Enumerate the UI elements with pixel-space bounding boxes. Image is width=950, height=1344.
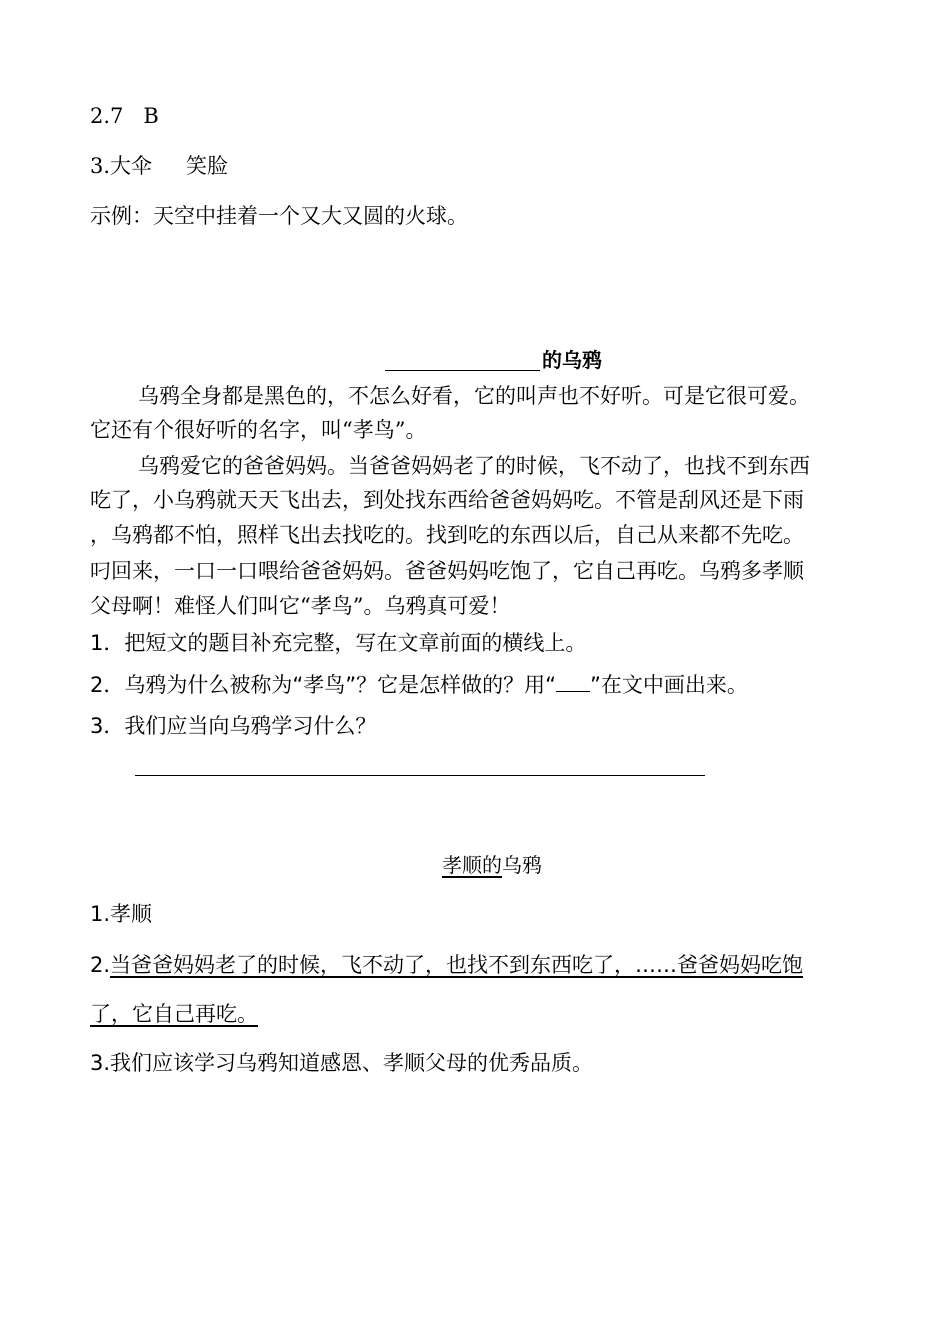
title-blank-line xyxy=(385,370,540,371)
answer-1: 1.孝顺 xyxy=(90,902,153,926)
answer-title-underlined: 孝顺的 xyxy=(442,853,502,877)
prev-answer-2-choice: B xyxy=(143,104,159,128)
prev-answer-3-word1: 3.大伞 xyxy=(90,154,153,178)
prev-answer-3-word2: 笑脸 xyxy=(186,154,229,178)
prev-answer-2 xyxy=(90,106,159,127)
passage-p2-line5: 父母啊！难怪人们叫它“孝鸟”。乌鸦真可爱！ xyxy=(90,594,511,618)
passage-p2-line3: ，乌鸦都不怕，照样飞出去找吃的。找到吃的东西以后，自己从来都不先吃。 xyxy=(90,523,804,547)
prev-answer-example: 示例：天空中挂着一个又大又圆的火球。 xyxy=(90,204,468,228)
answer-3: 3.我们应该学习乌鸦知道感恩、孝顺父母的优秀品质。 xyxy=(90,1051,594,1075)
answer-title xyxy=(442,855,542,875)
question-2-text-before: 2．乌鸦为什么被称为“孝鸟”？它是怎样做的？用“ xyxy=(90,673,556,697)
passage-p1-line1: 乌鸦全身都是黑色的，不怎么好看，它的叫声也不好听。可是它很可爱。 xyxy=(138,384,810,408)
question-1: 1．把短文的题目补充完整，写在文章前面的横线上。 xyxy=(90,631,587,655)
answer-2-number: 2. xyxy=(90,953,111,977)
answer-2-underlined-1: 当爸爸妈妈老了的时候，飞不动了，也找不到东西吃了，……爸爸妈妈吃饱 xyxy=(110,953,804,977)
question-2-text-after: ”在文中画出来。 xyxy=(590,673,748,697)
question-3: 3．我们应当向乌鸦学习什么？ xyxy=(90,714,377,738)
question-2 xyxy=(90,675,748,696)
prev-answer-3 xyxy=(90,156,228,177)
passage-title: 的乌鸦 xyxy=(542,348,602,372)
passage-p2-line2: 吃了，小乌鸦就天天飞出去，到处找东西给爸爸妈妈吃。不管是刮风还是下雨 xyxy=(90,488,804,512)
prev-answer-2-number: 2.7 xyxy=(90,104,124,128)
passage-p2-line1: 乌鸦爱它的爸爸妈妈。当爸爸妈妈老了的时候，飞不动了，也找不到东西 xyxy=(138,454,810,478)
passage-p2-line4: 叼回来，一口一口喂给爸爸妈妈。爸爸妈妈吃饱了，它自己再吃。乌鸦多孝顺 xyxy=(90,559,804,583)
answer-2-line1 xyxy=(90,955,803,976)
answer-blank-line xyxy=(135,775,705,776)
answer-2-underlined-2: 了，它自己再吃。 xyxy=(90,1002,258,1026)
answer-2-line2 xyxy=(90,1004,258,1025)
answer-title-rest: 乌鸦 xyxy=(502,853,542,877)
question-2-blank xyxy=(556,677,590,692)
passage-p1-line2: 它还有个很好听的名字，叫“孝鸟”。 xyxy=(90,418,427,442)
